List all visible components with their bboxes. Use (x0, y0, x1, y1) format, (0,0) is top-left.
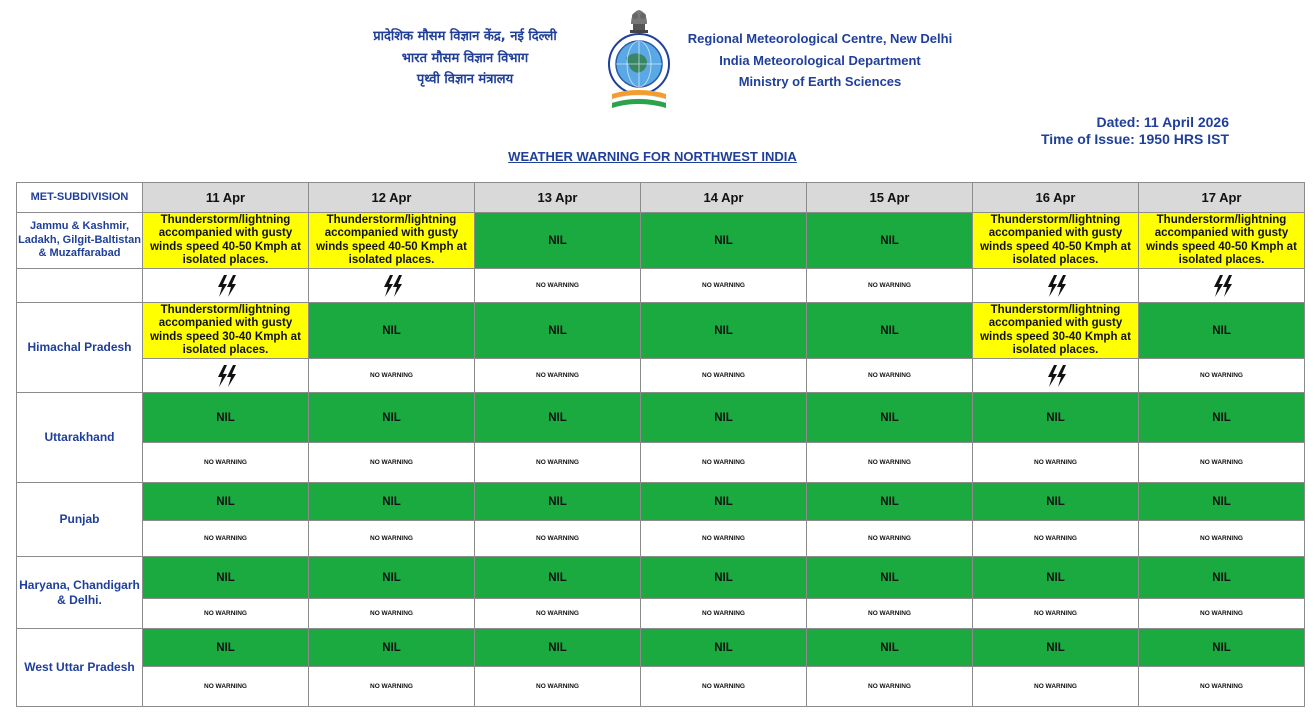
nil-cell: NIL (1139, 557, 1305, 599)
nil-cell: NIL (143, 393, 309, 443)
no-warning-label: NO WARNING (973, 667, 1139, 707)
warning-cell: Thunderstorm/lightning accompanied with gusty winds speed 40-50 Kmph at isolated places. (309, 213, 475, 269)
nil-cell: NIL (475, 213, 641, 269)
nil-cell: NIL (807, 483, 973, 521)
time-of-issue-text: Time of Issue: 1950 HRS IST (1040, 131, 1229, 147)
no-warning-label: NO WARNING (309, 359, 475, 393)
date-header: 15 Apr (807, 183, 973, 213)
region-name: Jammu & Kashmir, Ladakh, Gilgit-Baltistan & Muzaffarabad (17, 213, 143, 269)
nil-cell: NIL (973, 629, 1139, 667)
nil-cell: NIL (1139, 483, 1305, 521)
no-warning-label: NO WARNING (143, 521, 309, 557)
nil-cell: NIL (475, 629, 641, 667)
no-warning-label: NO WARNING (807, 359, 973, 393)
thunderstorm-lightning-icon (379, 277, 405, 294)
nil-cell: NIL (309, 393, 475, 443)
dated-text: Dated: 11 April 2026 (1096, 114, 1229, 130)
region-warning-row (17, 393, 1305, 443)
nil-cell: NIL (973, 393, 1139, 443)
thunderstorm-icon-cell (309, 269, 475, 303)
region-icon-row (17, 443, 1305, 483)
thunderstorm-icon-cell (1139, 269, 1305, 303)
thunderstorm-lightning-icon (1043, 277, 1069, 294)
no-warning-label: NO WARNING (1139, 359, 1305, 393)
region-icon-row (17, 269, 1305, 303)
no-warning-label: NO WARNING (807, 599, 973, 629)
english-line-centre: Regional Meteorological Centre, New Delhi (687, 31, 953, 46)
nil-cell: NIL (641, 557, 807, 599)
no-warning-label: NO WARNING (641, 521, 807, 557)
no-warning-label: NO WARNING (143, 667, 309, 707)
region-name: West Uttar Pradesh (17, 629, 143, 707)
region-blank-cell (17, 269, 143, 303)
nil-cell: NIL (309, 303, 475, 359)
english-line-department: India Meteorological Department (719, 52, 921, 68)
no-warning-label: NO WARNING (973, 443, 1139, 483)
thunderstorm-lightning-icon (1043, 367, 1069, 384)
region-warning-row (17, 303, 1305, 359)
nil-cell: NIL (309, 557, 475, 599)
region-name: Uttarakhand (17, 393, 143, 483)
nil-cell: NIL (641, 213, 807, 269)
nil-cell: NIL (475, 557, 641, 599)
nil-cell: NIL (143, 557, 309, 599)
page-title: WEATHER WARNING FOR NORTHWEST INDIA (508, 149, 797, 164)
no-warning-label: NO WARNING (641, 667, 807, 707)
warning-table (16, 182, 1305, 707)
no-warning-label: NO WARNING (641, 269, 807, 303)
no-warning-label: NO WARNING (1139, 599, 1305, 629)
no-warning-label: NO WARNING (475, 667, 641, 707)
no-warning-label: NO WARNING (807, 521, 973, 557)
no-warning-label: NO WARNING (475, 443, 641, 483)
date-header: 11 Apr (143, 183, 309, 213)
region-icon-row (17, 521, 1305, 557)
nil-cell: NIL (807, 303, 973, 359)
no-warning-label: NO WARNING (309, 521, 475, 557)
date-header: 14 Apr (641, 183, 807, 213)
date-header-row (17, 183, 1305, 213)
warning-cell: Thunderstorm/lightning accompanied with gusty winds speed 30-40 Kmph at isolated places. (143, 303, 309, 359)
nil-cell: NIL (641, 483, 807, 521)
no-warning-label: NO WARNING (641, 443, 807, 483)
nil-cell: NIL (641, 393, 807, 443)
nil-cell: NIL (475, 303, 641, 359)
nil-cell: NIL (973, 483, 1139, 521)
english-header (670, 28, 970, 93)
no-warning-label: NO WARNING (973, 521, 1139, 557)
nil-cell: NIL (1139, 393, 1305, 443)
thunderstorm-lightning-icon (1209, 277, 1235, 294)
warning-cell: Thunderstorm/lightning accompanied with gusty winds speed 40-50 Kmph at isolated places. (1139, 213, 1305, 269)
thunderstorm-icon-cell (973, 269, 1139, 303)
nil-cell: NIL (807, 629, 973, 667)
no-warning-label: NO WARNING (309, 599, 475, 629)
no-warning-label: NO WARNING (807, 667, 973, 707)
date-header: 13 Apr (475, 183, 641, 213)
no-warning-label: NO WARNING (475, 359, 641, 393)
no-warning-label: NO WARNING (1139, 443, 1305, 483)
issue-info (1041, 114, 1229, 148)
hindi-line-department: भारत मौसम विज्ञान विभाग (401, 50, 529, 66)
nil-cell: NIL (973, 557, 1139, 599)
region-warning-row (17, 483, 1305, 521)
thunderstorm-lightning-icon (213, 367, 239, 384)
thunderstorm-lightning-icon (213, 277, 239, 294)
no-warning-label: NO WARNING (309, 667, 475, 707)
region-icon-row (17, 359, 1305, 393)
no-warning-label: NO WARNING (807, 443, 973, 483)
no-warning-label: NO WARNING (143, 599, 309, 629)
no-warning-label: NO WARNING (641, 359, 807, 393)
warning-cell: Thunderstorm/lightning accompanied with gusty winds speed 30-40 Kmph at isolated places. (973, 303, 1139, 359)
region-name: Punjab (17, 483, 143, 557)
nil-cell: NIL (641, 629, 807, 667)
subdivision-header: MET-SUBDIVISION (17, 183, 143, 213)
hindi-line-centre: प्रादेशिक मौसम विज्ञान केंद्र, नई दिल्ली (373, 29, 557, 44)
warning-cell: Thunderstorm/lightning accompanied with gusty winds speed 40-50 Kmph at isolated places. (143, 213, 309, 269)
region-warning-row (17, 213, 1305, 269)
region-name: Haryana, Chandigarh & Delhi. (17, 557, 143, 629)
no-warning-label: NO WARNING (641, 599, 807, 629)
thunderstorm-icon-cell (973, 359, 1139, 393)
region-icon-row (17, 599, 1305, 629)
no-warning-label: NO WARNING (309, 443, 475, 483)
region-warning-row (17, 557, 1305, 599)
nil-cell: NIL (475, 483, 641, 521)
warning-cell: Thunderstorm/lightning accompanied with gusty winds speed 40-50 Kmph at isolated places. (973, 213, 1139, 269)
nil-cell: NIL (475, 393, 641, 443)
nil-cell: NIL (1139, 629, 1305, 667)
no-warning-label: NO WARNING (143, 443, 309, 483)
nil-cell: NIL (309, 629, 475, 667)
hindi-header (340, 26, 590, 91)
date-header: 17 Apr (1139, 183, 1305, 213)
no-warning-label: NO WARNING (1139, 521, 1305, 557)
nil-cell: NIL (143, 483, 309, 521)
date-header: 16 Apr (973, 183, 1139, 213)
english-line-ministry: Ministry of Earth Sciences (738, 74, 902, 89)
thunderstorm-icon-cell (143, 269, 309, 303)
nil-cell: NIL (143, 629, 309, 667)
region-name: Himachal Pradesh (17, 303, 143, 393)
no-warning-label: NO WARNING (973, 599, 1139, 629)
table-body (17, 213, 1305, 707)
region-icon-row (17, 667, 1305, 707)
no-warning-label: NO WARNING (475, 521, 641, 557)
nil-cell: NIL (309, 483, 475, 521)
no-warning-label: NO WARNING (475, 599, 641, 629)
date-header: 12 Apr (309, 183, 475, 213)
nil-cell: NIL (807, 557, 973, 599)
thunderstorm-icon-cell (143, 359, 309, 393)
no-warning-label: NO WARNING (1139, 667, 1305, 707)
imd-emblem-logo (604, 6, 674, 112)
no-warning-label: NO WARNING (807, 269, 973, 303)
nil-cell: NIL (641, 303, 807, 359)
nil-cell: NIL (1139, 303, 1305, 359)
no-warning-label: NO WARNING (475, 269, 641, 303)
nil-cell: NIL (807, 393, 973, 443)
region-warning-row (17, 629, 1305, 667)
nil-cell: NIL (807, 213, 973, 269)
hindi-line-ministry: पृथ्वी विज्ञान मंत्रालय (416, 72, 514, 87)
